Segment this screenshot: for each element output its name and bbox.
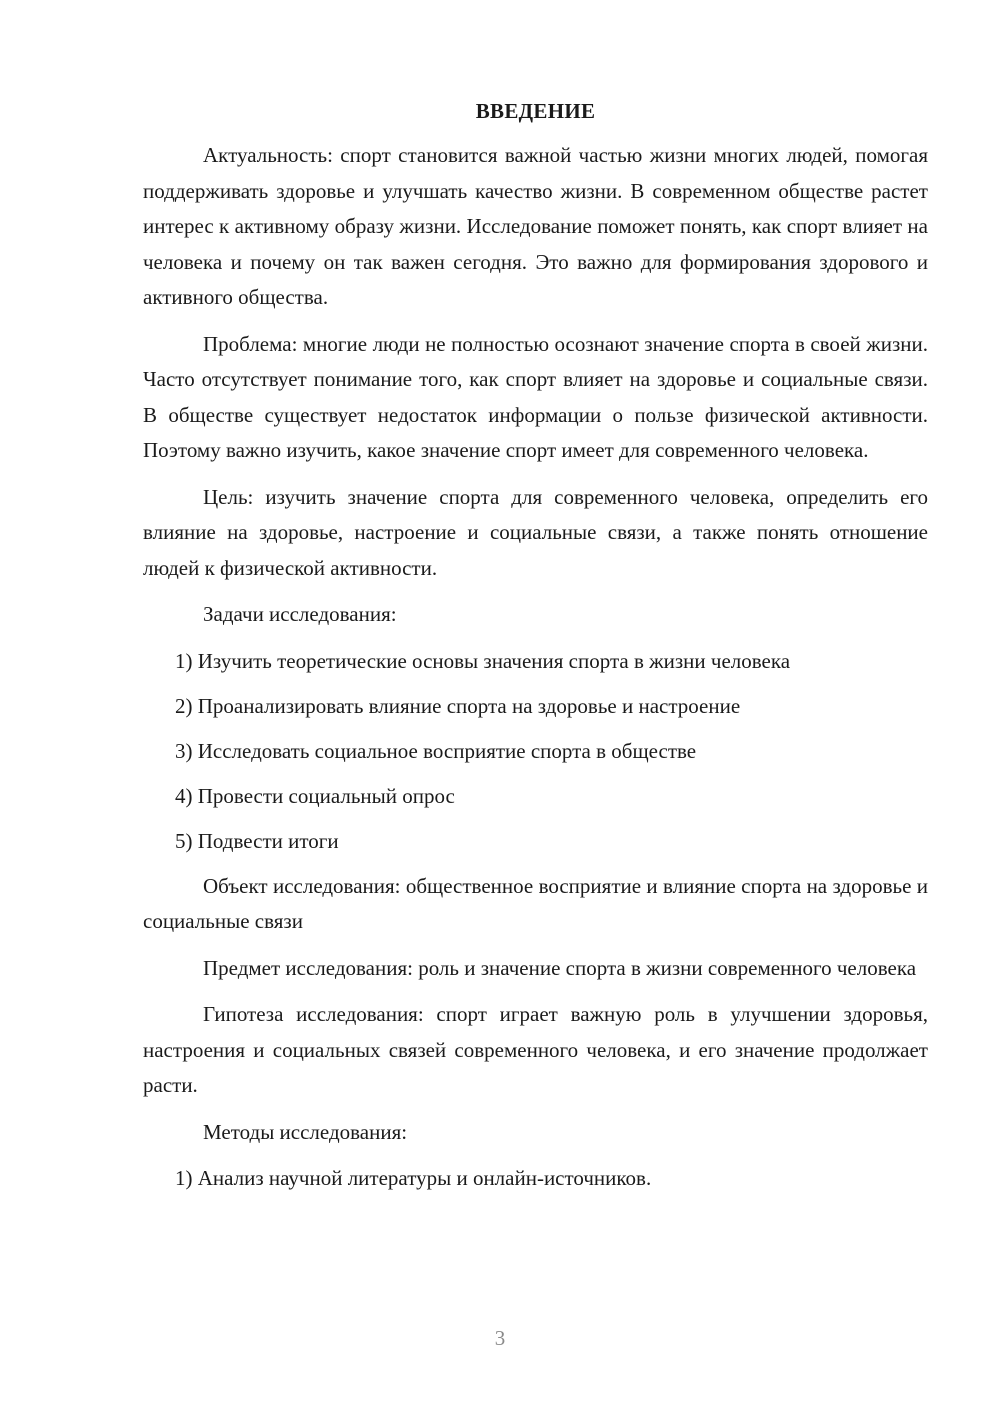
tasks-list bbox=[143, 644, 928, 859]
paragraph-goal: Цель: изучить значение спорта для современного человека, определить его влияние на здоровье, настроение и социальные связи, а также понять отношение людей к физической активности. bbox=[143, 484, 928, 580]
paragraph-relevance: Актуальность: спорт становится важной частью жизни многих людей, помогая поддерживать здоровье и улучшать качество жизни. В современном обществе растет интерес к активному образу жизни. Исследование поможет понять, как спорт влияет на человека и почему он так важен сегодня. Это важно для формирования здорового и активного общества. bbox=[143, 143, 928, 309]
list-item: 3) Исследовать социальное восприятие спорта в обществе bbox=[175, 738, 697, 763]
paragraph-hypothesis: Гипотеза исследования: спорт играет важную роль в улучшении здоровья, настроения и социальных связей современного человека, и его значение продолжает расти. bbox=[143, 1002, 928, 1097]
methods-heading: Методы исследования: bbox=[203, 1119, 408, 1144]
methods-list bbox=[143, 1161, 928, 1196]
paragraph-problem: Проблема: многие люди не полностью осознают значение спорта в своей жизни. Часто отсутствует понимание того, как спорт влияет на здоровье и социальные связи. В обществе существует недостаток информации о пользе физической активности. Поэтому важно изучить, какое значение спорт имеет для современного человека. bbox=[143, 331, 928, 462]
page-number: 3 bbox=[494, 1326, 506, 1350]
document-page bbox=[143, 96, 928, 1206]
list-item: 5) Подвести итоги bbox=[175, 828, 339, 853]
tasks-heading: Задачи исследования: bbox=[203, 602, 397, 626]
list-item: 4) Провести социальный опрос bbox=[175, 783, 455, 808]
list-item: 1) Изучить теоретические основы значения спорта в жизни человека bbox=[175, 648, 791, 673]
section-title: ВВЕДЕНИЕ bbox=[475, 99, 596, 123]
paragraph-subject: Предмет исследования: роль и значение спорта в жизни современного человека bbox=[203, 955, 917, 980]
list-item: 1) Анализ научной литературы и онлайн-источников. bbox=[175, 1166, 652, 1190]
paragraph-object: Объект исследования: общественное восприятие и влияние спорта на здоровье и социальные связи bbox=[143, 873, 928, 933]
list-item: 2) Проанализировать влияние спорта на здоровье и настроение bbox=[175, 693, 741, 718]
